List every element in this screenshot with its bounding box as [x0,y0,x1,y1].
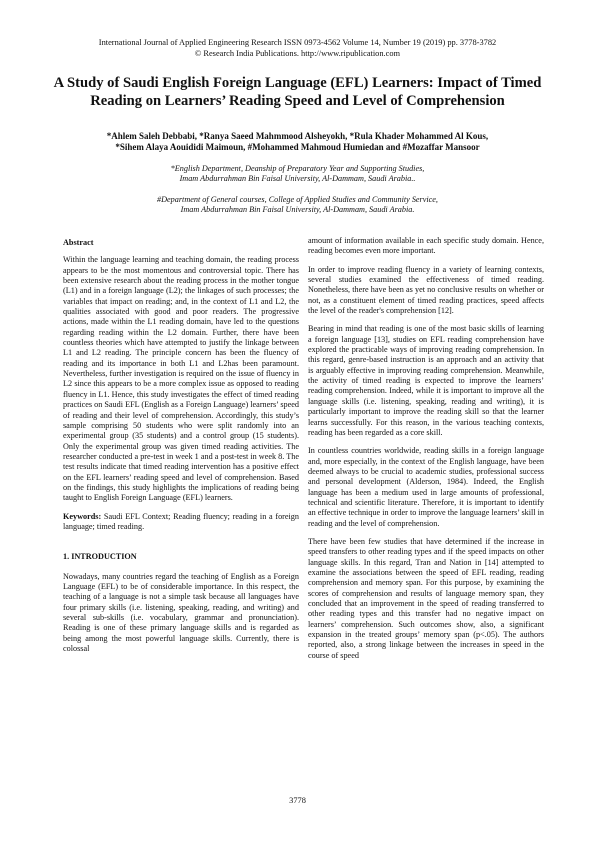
publisher-line: © Research India Publications. http://www.ripublication.com [194,48,401,58]
paper-title: A Study of Saudi English Foreign Language (EFL) Learners: Impact of Timed Reading on Learners’ Reading Speed and Level of Comprehension [53,75,542,109]
keywords [63,512,299,533]
journal-line: International Journal of Applied Engineering Research ISSN 0973-4562 Volume 14, Number 19 (2019) pp. 3778-3782 [98,38,497,47]
intro-paragraph-4: In countless countries worldwide, reading skills in a foreign language and, more especially, in the context of the English language, have been deemed always to be crucial to academic studies, professional success and personal development (Alderson, 1984). Indeed, the English language has been a medium used in large amounts of professional, technical and scientific literature. Therefore, it is important to identify an effective technique in order to improve the language learners’ skill in reading and the level of comprehension. [308,446,544,528]
intro-paragraph-2: In order to improve reading fluency in a variety of learning contexts, several studies examined the effectiveness of timed reading. Nonetheless, there have been as yet no conclusive results on whether or not, as a constituent element of timed reading practices, speed affects the level of the reader's comprehension [12]. [308,264,544,316]
author-line-2: *Sihem Alaya Aouididi Maimoun, #Mohammed Mahmoud Humiedan and #Mozaffar Mansoor [115,142,480,153]
affiliation-2-line-2: Imam Abdurrahman Bin Faisal University, Al-Dammam, Saudi Arabia. [180,205,415,215]
keywords-text: Saudi EFL Context; Reading fluency; reading in a foreign language; timed reading. [63,511,299,531]
author-line-1: *Ahlem Saleh Debbabi, *Ranya Saeed Mahmmood Alsheyokh, *Rula Khader Mohammed Al Kous, [106,131,489,141]
intro-paragraph-1: Nowadays, many countries regard the teaching of English as a Foreign Language (EFL) to be of considerable importance. In this respect, the teaching of a language is not a simple task because all languages have four primary skills (i.e. listening, speaking, reading, and writing) and several sub-skills (i.e. vocabulary, grammar and pronunciation). Reading is one of these primary language skills and is regarded as being among the most powerful language skills. Currently, there is colossal [63,571,299,654]
keywords-label: Keywords: [63,511,102,521]
right-column [308,236,544,669]
affiliation-1 [60,164,535,185]
left-column [63,238,299,662]
affiliation-1-line-1: *English Department, Deanship of Preparatory Year and Supporting Studies, [170,164,425,173]
intro-paragraph-5: There have been few studies that have determined if the increase in speed transfers to other reading types and if the speed impacts on other language skills. In this regard, Tran and Nation in [14] attempted to examine the associations between the speed of EFL reading, reading comprehension and memory span. For this purpose, by examining the scores of comprehension and results of language memory span, they concluded that an improvement in the speed of reading transferred to other reading types and this transfer had no negative impact on learners’ comprehension. Such outcomes show, also, a significant expansion in the treated groups’ memory span (p<.05). The authors reported, also, a strong linkage between the increases in speed in the course of speed [308,536,544,660]
intro-paragraph-1-continued: amount of information available in each specific study domain. Hence, reading becomes even more important. [308,236,544,256]
author-list [40,131,555,154]
affiliation-2 [60,195,535,216]
abstract-heading: Abstract [63,238,94,247]
abstract-body: Within the language learning and teaching domain, the reading process appears to be the most momentous and controversial topic. There has been extensive research about the reading process in the mother tongue (L1) and in a foreign language (L2); the linkages of such processes; the variables that impact on reading; and, in the context of L1 and L2, the qualities associated with good and poor readers. The progressive actions, made within the L1 reading domain, have led to the questions regarding reading within the L2 domain. Further, there have been countless theories which have attempted to justify the linkage between L1 and L2 reading. The principle concern has been the fluency of reading and its importance in both L1 and L2has been paramount. Nevertheless, further investigation is required on the issue of fluency in L2 since this appears to be a more complex issue as opposed to reading fluency in L1. Hence, this study investigates the effect of timed reading practices on Saudi EFL (English as a Foreign Language) learners’ speed of reading and their level of comprehension. Accordingly, this study’s sample comprising 50 students who were split randomly into an experimental group (35 students) and a control group (15 students). Only the experimental group was given timed reading activities. The researcher conducted a pre-test in week 1 and a post-test in week 8. The test results indicate that timed reading intervention has a positive effect on the EFL learners’ reading speed and level of comprehension. Based on the findings, this study highlights the implications of reading being taught to English Foreign Language (EFL) learners. [63,255,299,503]
page-number: 3778 [289,796,306,805]
introduction-heading: 1. INTRODUCTION [63,552,137,562]
running-header [0,38,595,59]
affiliation-1-line-2: Imam Abdurrahman Bin Faisal University, Al-Dammam, Saudi Arabia.. [179,174,416,184]
affiliation-2-line-1: #Department of General courses, College of Applied Studies and Community Service, [157,195,438,204]
intro-paragraph-3: Bearing in mind that reading is one of the most basic skills of learning a foreign language [13], studies on EFL reading comprehension have explored the practicable ways of improving reading comprehension. In this regard, genre-based instruction is an approach and an activity that is arguably effective in improving reading comprehension. Meanwhile, the activity of timed reading is expected to improve the learners’ reading comprehension. Indeed, while it is important to improve all the language skills (i.e. listening, speaking, reading and writing), it is particularly important to improve the reading skill so that the learner learns successfully. For this reason, in the various teaching contexts, reading has been regarded as a core skill. [308,324,544,437]
